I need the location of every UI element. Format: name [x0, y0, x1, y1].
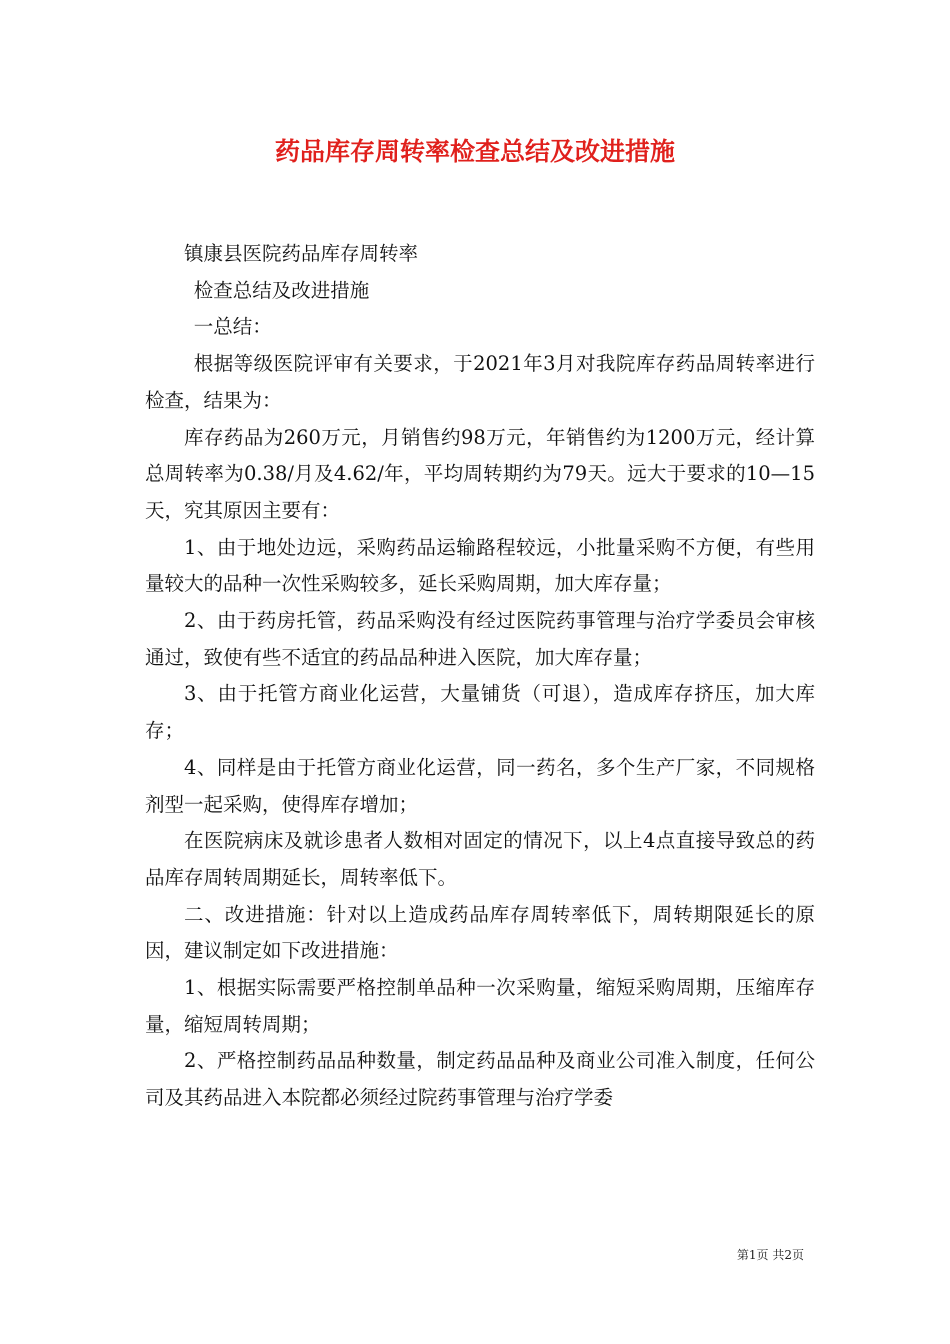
paragraph-measure-1: 1、根据实际需要严格控制单品种一次采购量，缩短采购周期，压缩库存量，缩短周转周期； — [145, 976, 815, 1036]
paragraph-reason-2: 2、由于药房托管，药品采购没有经过医院药事管理与治疗学委员会审核通过，致使有些不适宜的药品品种进入医院，加大库存量； — [145, 609, 815, 669]
paragraph-section-summary: 一总结： — [193, 315, 272, 339]
document-title: 药品库存周转率检查总结及改进措施 — [274, 137, 675, 166]
paragraph-reason-3: 3、由于托管方商业化运营，大量铺货（可退），造成库存挤压，加大库存； — [145, 682, 815, 743]
paragraph-section-measures: 二、改进措施：针对以上造成药品库存周转率低下，周转期限延长的原因，建议制定如下改进措施： — [145, 902, 815, 963]
page-number: 第1页 共2页 — [736, 1248, 804, 1262]
document-body — [145, 236, 815, 1117]
paragraph-hospital-name: 镇康县医院药品库存周转率 — [184, 242, 419, 265]
paragraph-inventory-figures: 库存药品为260万元，月销售约98万元，年销售约为1200万元，经计算总周转率为0.38/月及4.62/年，平均周转期约为79天。远大于要求的10—15天，究其原因主要有： — [145, 425, 815, 522]
paragraph-conclusion: 在医院病床及就诊患者人数相对固定的情况下，以上4点直接导致总的药品库存周转周期延长，周转率低下。 — [145, 829, 815, 889]
paragraph-inspection-intro: 根据等级医院评审有关要求，于2021年3月对我院库存药品周转率进行检查，结果为： — [145, 352, 815, 412]
paragraph-measure-2: 2、严格控制药品品种数量，制定药品品种及商业公司准入制度，任何公司及其药品进入本院都必须经过院药事管理与治疗学委 — [145, 1049, 815, 1110]
paragraph-reason-4: 4、同样是由于托管方商业化运营，同一药名，多个生产厂家，不同规格剂型一起采购，使得库存增加； — [145, 755, 815, 816]
paragraph-reason-1: 1、由于地处边远，采购药品运输路程较远，小批量采购不方便，有些用量较大的品种一次性采购较多，延长采购周期，加大库存量； — [145, 535, 815, 596]
paragraph-subtitle: 检查总结及改进措施 — [193, 278, 370, 302]
